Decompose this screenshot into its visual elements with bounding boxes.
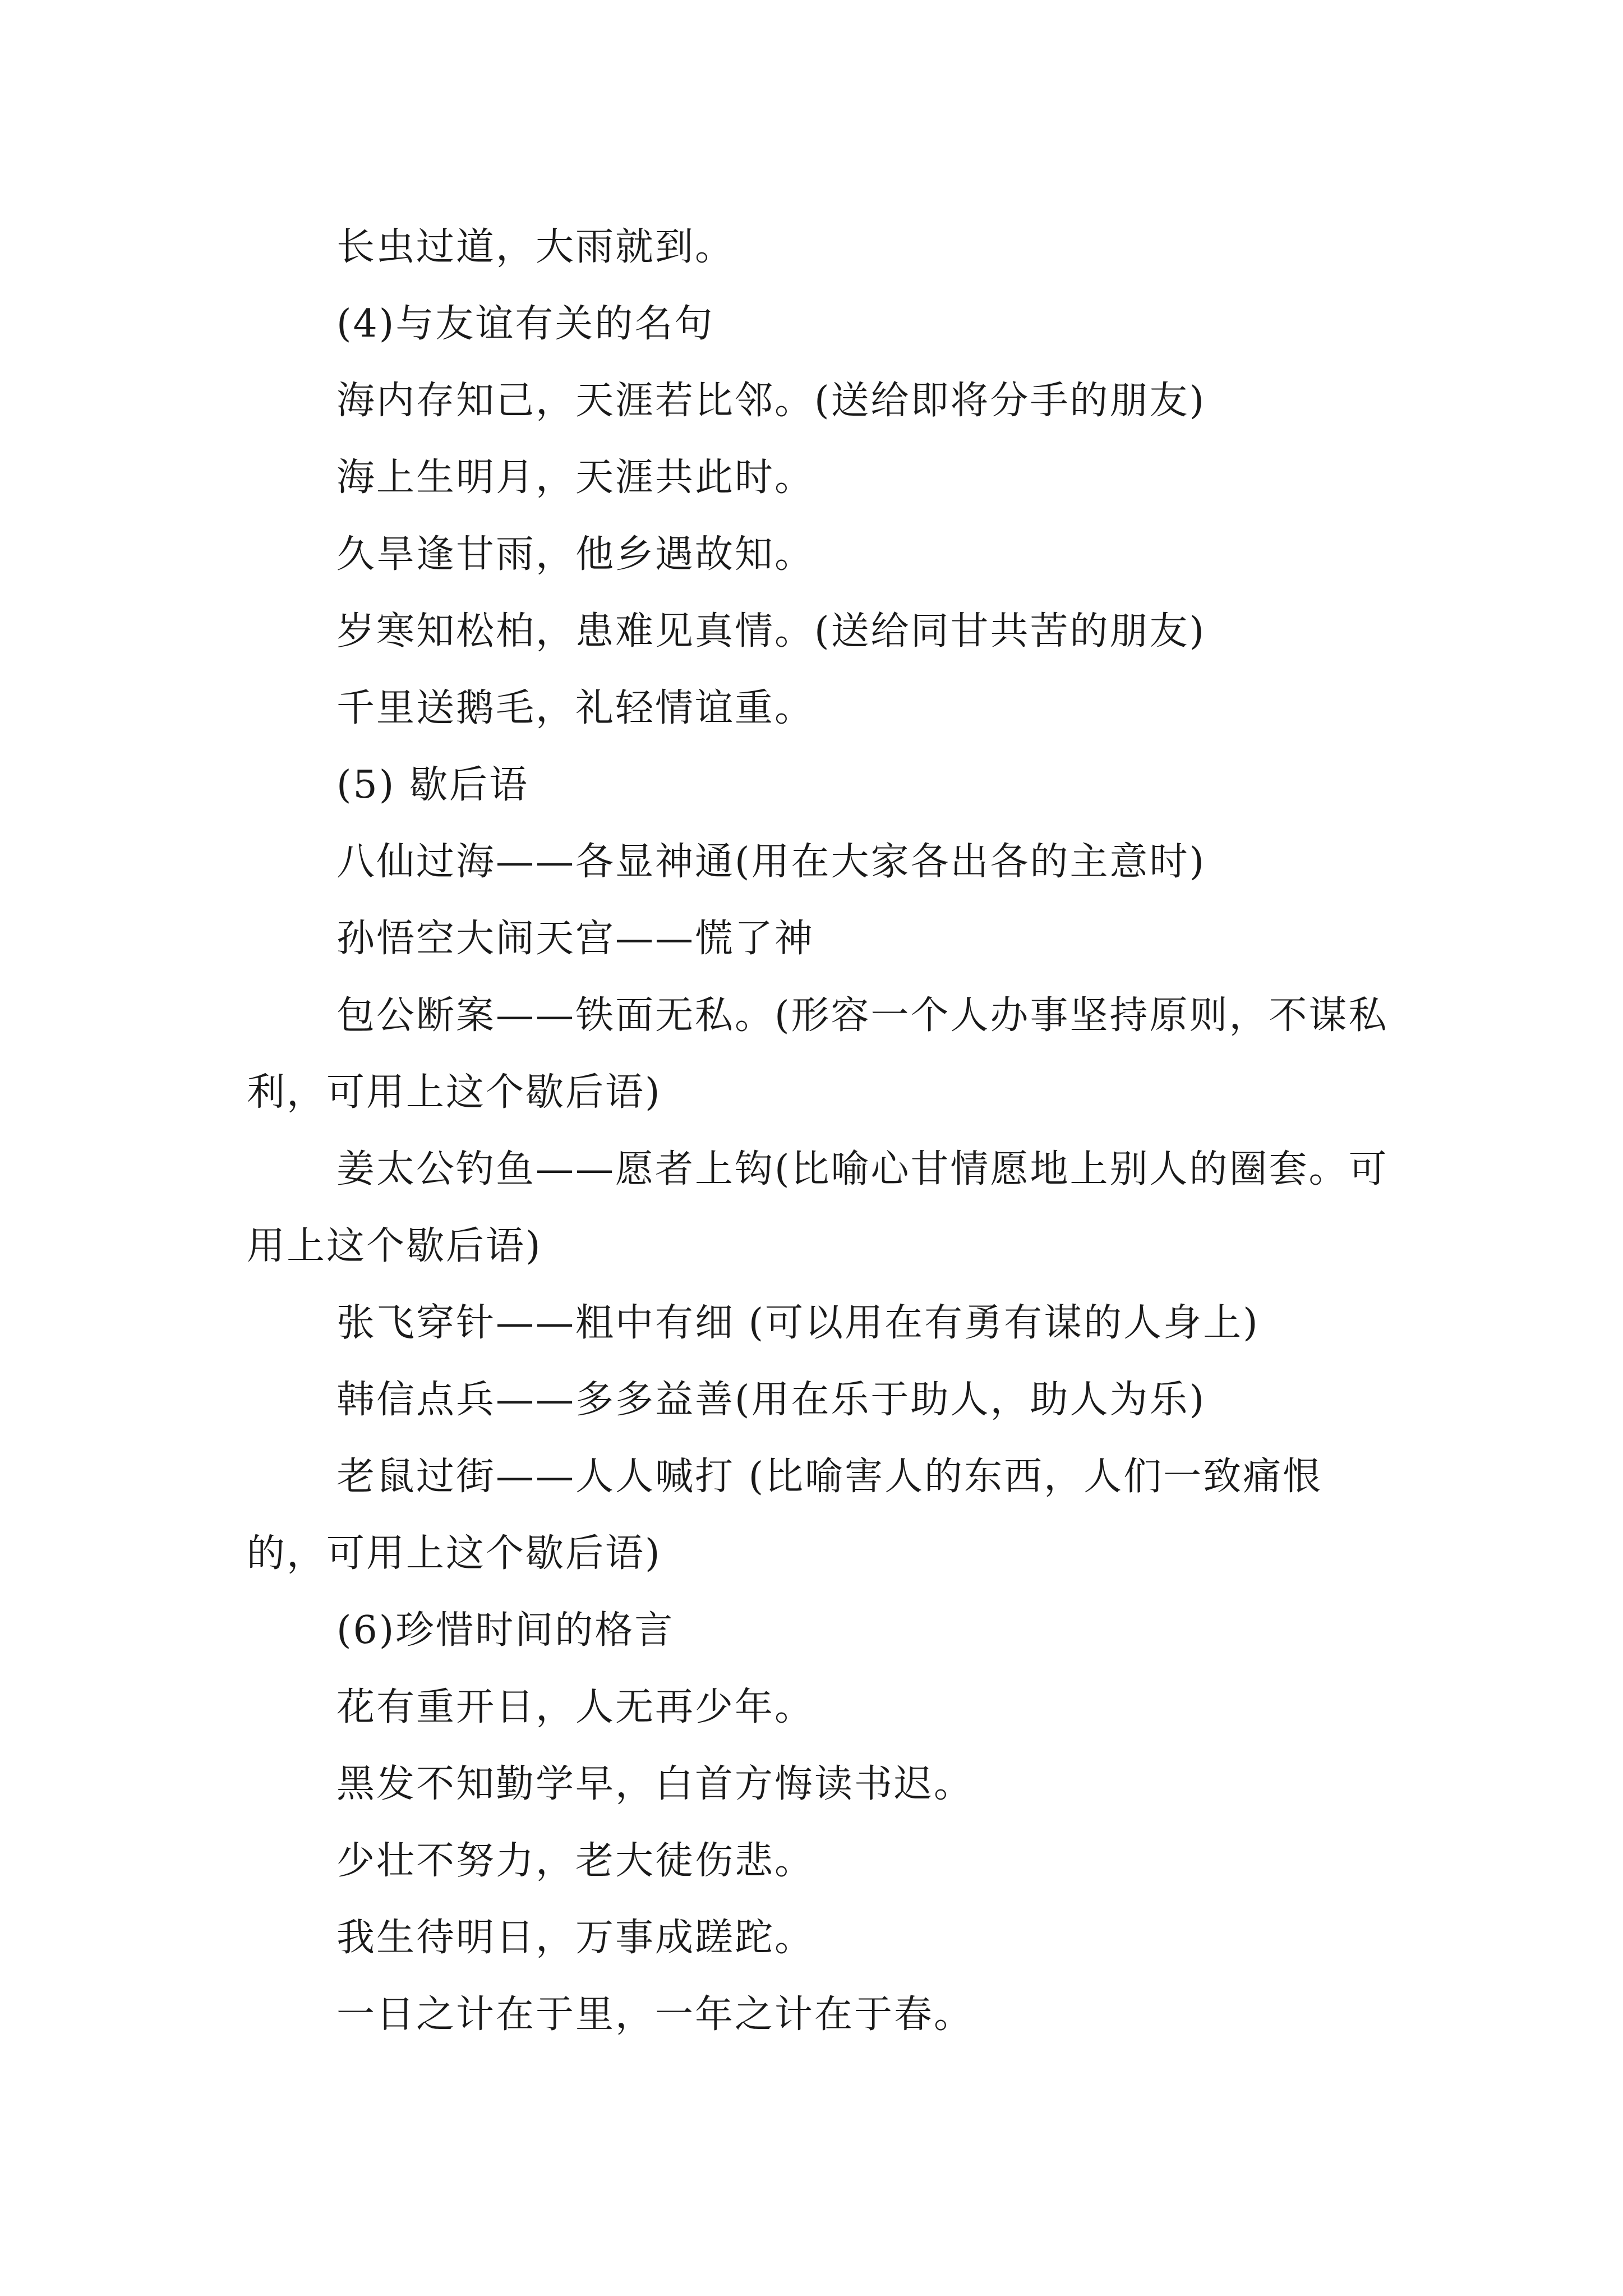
section-heading-friendship: (4)与友谊有关的名句 xyxy=(336,302,714,346)
paragraph-line: 包公断案——铁面无私。(形容一个人办事坚持原则，不谋私利，可用上这个歇后语) xyxy=(247,993,1389,1115)
paragraph-line: 千里送鹅毛，礼轻情谊重。 xyxy=(336,686,815,730)
paragraph-line: 少壮不努力，老大徒伤悲。 xyxy=(336,1839,815,1883)
paragraph-line: 老鼠过街——人人喊打 (比喻害人的东西，人们一致痛恨的，可用上这个歇后语) xyxy=(247,1455,1323,1576)
paragraph-line: 我生待明日，万事成蹉跎。 xyxy=(336,1916,815,1960)
section-heading-xiehouyu: (5) 歇后语 xyxy=(336,763,529,807)
paragraph-line: 黑发不知勤学早，白首方悔读书迟。 xyxy=(336,1762,974,1806)
paragraph-line: 海上生明月，天涯共此时。 xyxy=(336,455,815,500)
paragraph-line: 海内存知己，天涯若比邻。(送给即将分手的朋友) xyxy=(336,379,1206,423)
section-heading-time: (6)珍惜时间的格言 xyxy=(336,1608,675,1653)
paragraph-line: 张飞穿针——粗中有细 (可以用在有勇有谋的人身上) xyxy=(336,1301,1260,1345)
paragraph-line: 姜太公钓鱼——愿者上钩(比喻心甘情愿地上别人的圈套。可用上这个歇后语) xyxy=(247,1147,1389,1268)
paragraph-line: 孙悟空大闹天宫——慌了神 xyxy=(336,917,815,961)
paragraph-line: 花有重开日，人无再少年。 xyxy=(336,1685,815,1729)
document-body xyxy=(247,209,1391,2053)
paragraph-line: 八仙过海——各显神通(用在大家各出各的主意时) xyxy=(336,840,1206,884)
paragraph-line: 韩信点兵——多多益善(用在乐于助人，助人为乐) xyxy=(336,1378,1206,1422)
paragraph-line: 岁寒知松柏，患难见真情。(送给同甘共苦的朋友) xyxy=(336,609,1206,654)
paragraph-line: 久旱逢甘雨，他乡遇故知。 xyxy=(336,532,815,577)
paragraph-line: 长虫过道，大雨就到。 xyxy=(336,225,735,269)
paragraph-line: 一日之计在于里，一年之计在于春。 xyxy=(336,1993,974,2037)
